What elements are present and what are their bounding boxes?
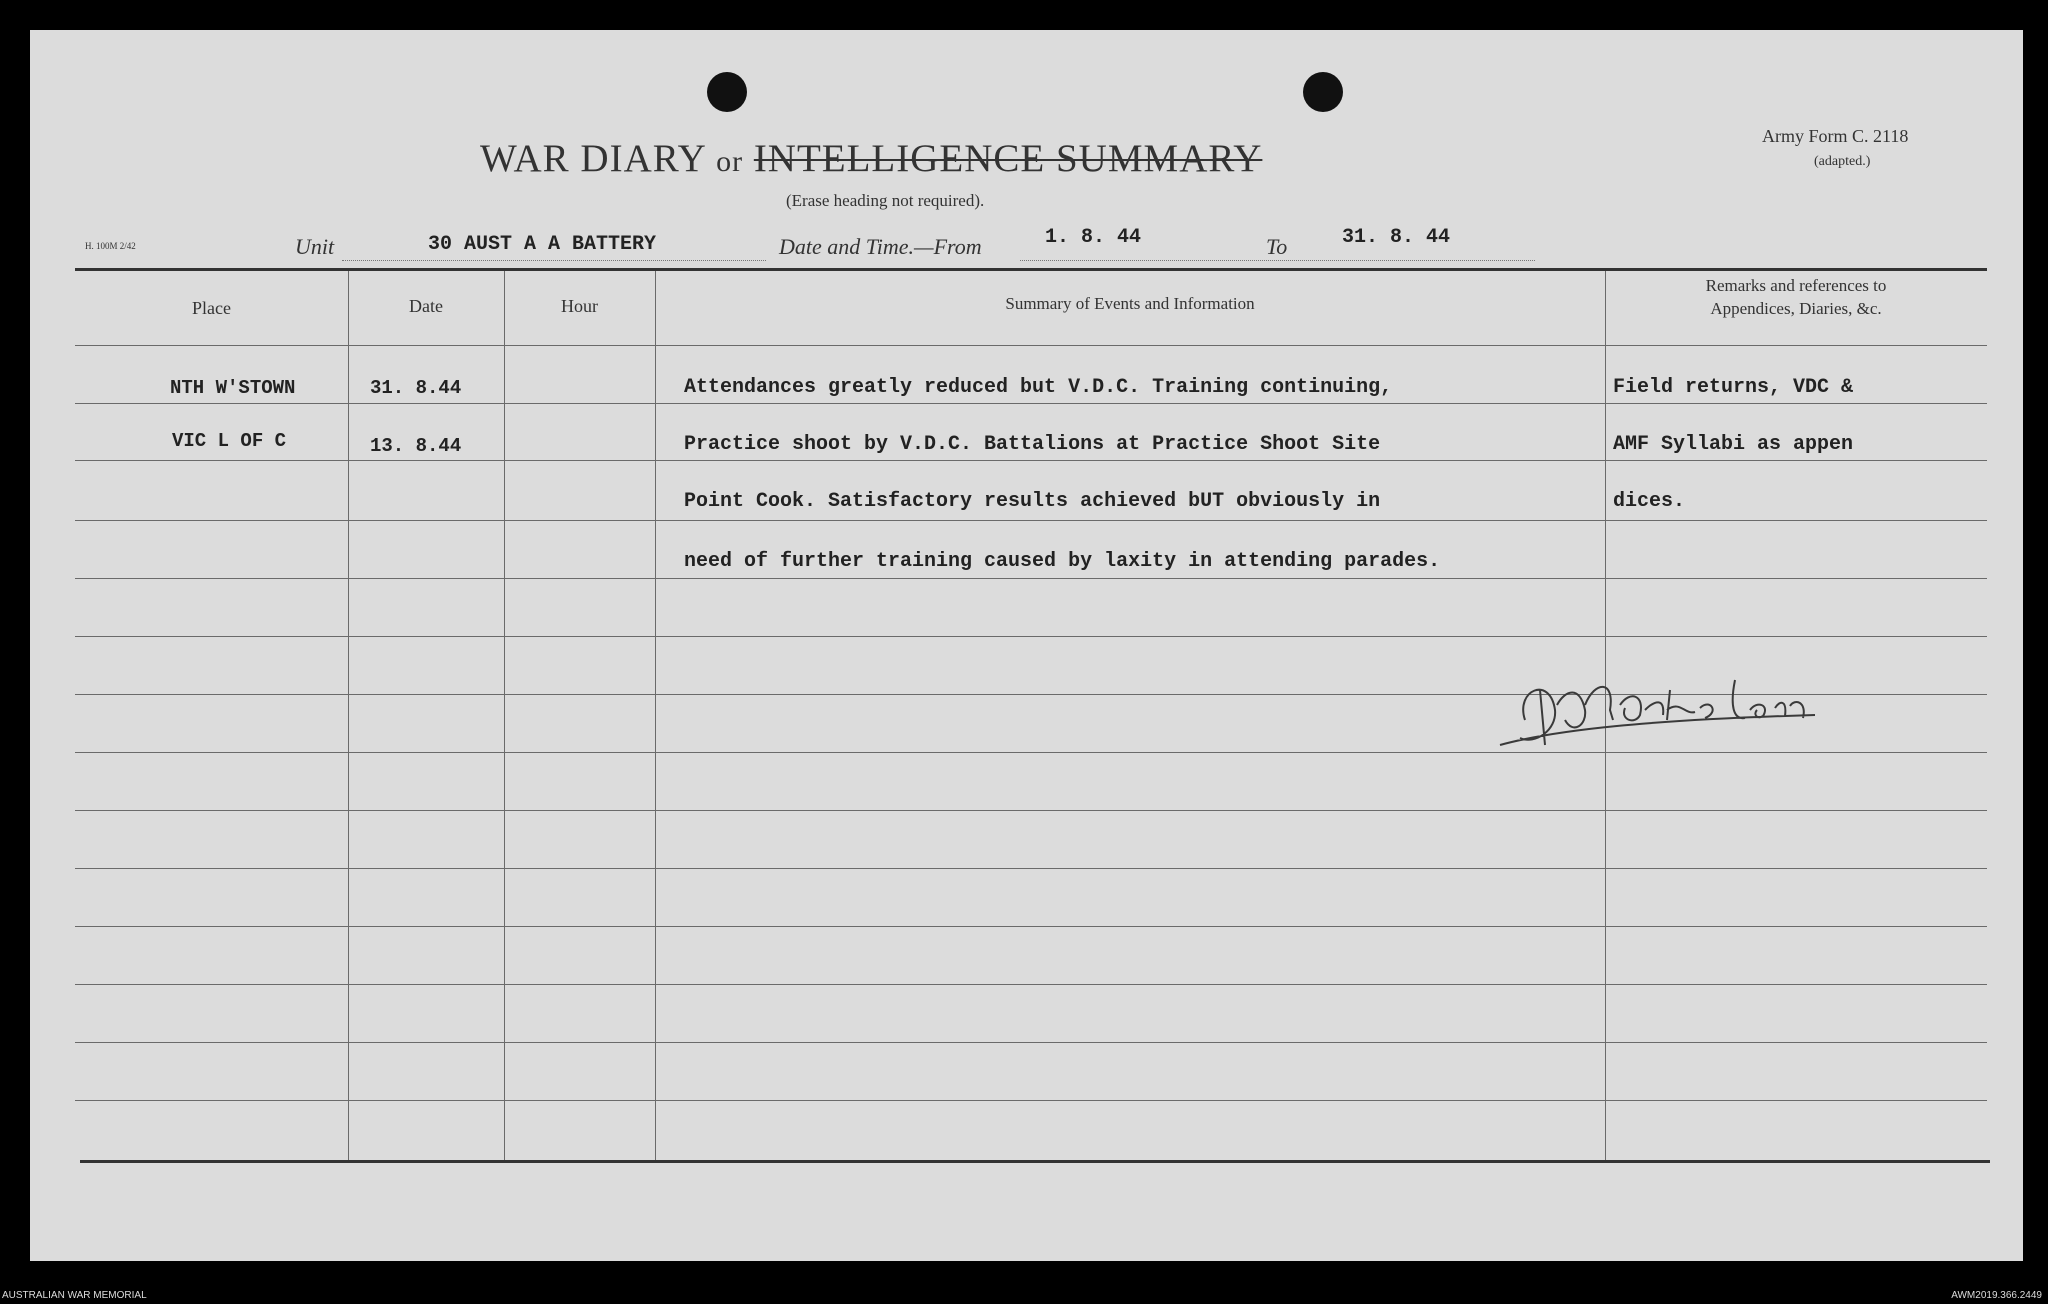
divider-place-date xyxy=(348,271,349,1160)
footer-left: AUSTRALIAN WAR MEMORIAL xyxy=(2,1290,147,1301)
punch-hole-left xyxy=(707,72,747,112)
print-code: H. 100M 2/42 xyxy=(85,241,136,251)
punch-hole-right xyxy=(1303,72,1343,112)
row-rule xyxy=(75,578,1987,579)
header-summary: Summary of Events and Information xyxy=(1005,294,1255,313)
row-rule xyxy=(75,1042,1987,1043)
form-title xyxy=(480,136,1262,181)
summary-line: Attendances greatly reduced but V.D.C. Training continuing, xyxy=(684,376,1393,399)
header-hour: Hour xyxy=(561,296,598,316)
remarks-line: AMF Syllabi as appen xyxy=(1613,433,1854,456)
row-rule xyxy=(75,345,1987,346)
header-remarks-line1: Remarks and references to xyxy=(1705,276,1887,295)
row-rule xyxy=(75,868,1987,869)
row-rule xyxy=(75,636,1987,637)
row-rule xyxy=(75,1100,1987,1101)
footer-right: AWM2019.366.2449 xyxy=(1951,1290,2042,1301)
table-bottom-rule xyxy=(80,1160,1990,1163)
summary-line: Practice shoot by V.D.C. Battalions at Practice Shoot Site xyxy=(684,433,1381,456)
form-id: Army Form C. 2118 xyxy=(1762,126,1909,146)
title-or: or xyxy=(716,145,744,178)
remarks-line: Field returns, VDC & xyxy=(1613,376,1854,399)
summary-line: Point Cook. Satisfactory results achieved bUT obviously in xyxy=(684,490,1381,513)
row-rule xyxy=(75,984,1987,985)
row-rule xyxy=(75,403,1987,404)
summary-line: need of further training caused by laxity in attending parades. xyxy=(684,550,1441,573)
header-date: Date xyxy=(409,296,443,316)
title-struck: INTELLIGENCE SUMMARY xyxy=(753,137,1263,180)
title-main: WAR DIARY xyxy=(480,137,706,180)
header-place: Place xyxy=(192,298,231,318)
row-rule xyxy=(75,460,1987,461)
datetime-label: Date and Time.—From xyxy=(779,234,982,259)
header-remarks-line2: Appendices, Diaries, &c. xyxy=(1710,299,1882,318)
unit-label: Unit xyxy=(295,234,335,259)
date-entry: 13. 8.44 xyxy=(370,435,462,457)
document-page xyxy=(30,30,2023,1261)
to-label: To xyxy=(1266,234,1288,259)
table-top-rule xyxy=(75,268,1987,271)
place-entry: NTH W'STOWN xyxy=(170,377,296,399)
row-rule xyxy=(75,926,1987,927)
row-rule xyxy=(75,810,1987,811)
erase-note: (Erase heading not required). xyxy=(786,191,985,210)
to-value: 31. 8. 44 xyxy=(1342,226,1451,249)
divider-hour-summary xyxy=(655,271,656,1160)
unit-value: 30 AUST A A BATTERY xyxy=(428,233,657,256)
remarks-line: dices. xyxy=(1613,490,1686,513)
unit-underline xyxy=(342,260,766,261)
form-adapted: (adapted.) xyxy=(1814,154,1871,169)
date-entry: 31. 8.44 xyxy=(370,377,462,399)
signature xyxy=(1495,650,1915,760)
datetime-underline xyxy=(1020,260,1535,261)
from-value: 1. 8. 44 xyxy=(1045,226,1142,249)
row-rule xyxy=(75,520,1987,521)
place-entry: VIC L OF C xyxy=(172,430,287,452)
divider-date-hour xyxy=(504,271,505,1160)
